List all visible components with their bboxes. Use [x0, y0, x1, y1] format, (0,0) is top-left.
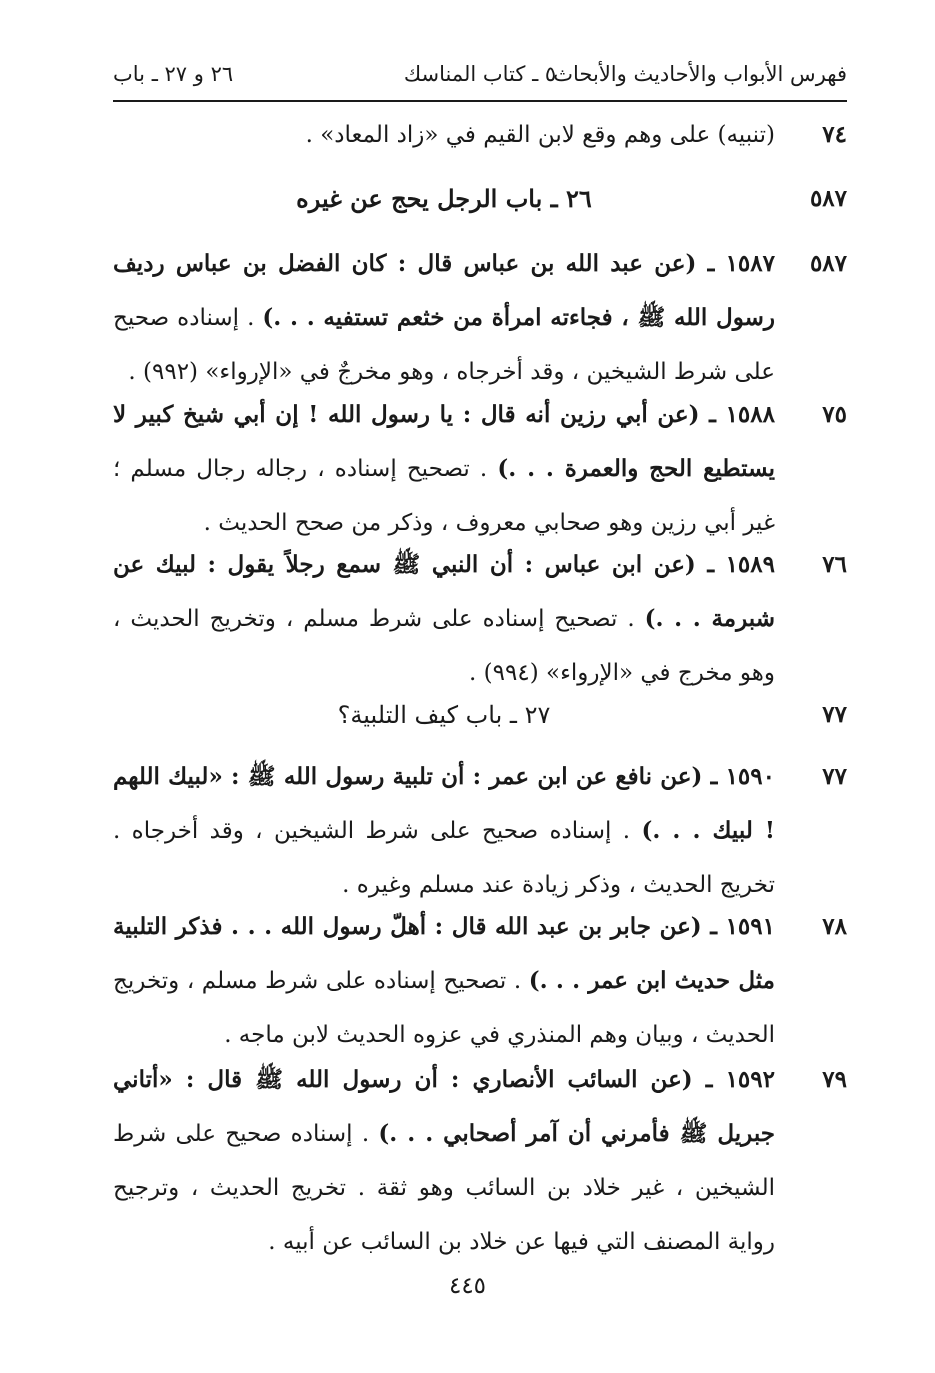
hadith-entry-1588 [113, 388, 847, 550]
hadith-entry-1589 [113, 538, 847, 700]
hadith-commentary: . إسناده صحيح على شرط الشيخين ، وقد أخرجاه ، وهو مخرجٌ في «الإرواء» (٩٩٢) . [113, 305, 775, 385]
header-index-title: فهرس الأبواب والأحاديث والأبحاث [553, 62, 847, 86]
hadith-entry-1590 [113, 750, 847, 912]
running-header [113, 58, 847, 102]
entry-text [113, 388, 775, 550]
entry-text [113, 237, 775, 399]
hadith-quote: ١٥٨٩ ـ (عن ابن عباس : أن النبي ﷺ سمع رجلاً يقول : لبيك عن شبرمة . . .) [113, 551, 775, 632]
hadith-quote: ١٥٨٧ ـ (عن عبد الله بن عباس قال : كان الفضل بن عباس رديف رسول الله ﷺ ، فجاءته امرأة من خثعم تستفيه . . .) [113, 250, 775, 331]
entry-page-number: ٥٨٧ [809, 185, 847, 212]
chapter-title: ٢٧ ـ باب كيف التلبية؟ [337, 701, 551, 729]
hadith-quote: ١٥٨٨ ـ (عن أبي رزين أنه قال : يا رسول الله ! إن أبي شيخ كبير لا يستطيع الحج والعمرة . . .) [113, 401, 775, 482]
hadith-entry-1587 [113, 237, 847, 399]
hadith-entry-1592 [113, 1053, 847, 1269]
chapter-title: ٢٦ ـ باب الرجل يحج عن غيره [296, 184, 592, 213]
entry-text [113, 538, 775, 700]
index-entry-note [113, 108, 847, 162]
hadith-quote: ١٥٩٢ ـ (عن السائب الأنصاري : أن رسول الله ﷺ قال : «أتاني جبريل ﷺ فأمرني أن آمر أصحابي . . .) [113, 1066, 775, 1147]
entry-page-number: ٧٧ [822, 701, 847, 728]
entry-page-number: ٧٤ [822, 121, 847, 148]
hadith-quote: ١٥٩٠ ـ (عن نافع عن ابن عمر : أن تلبية رسول الله ﷺ : «لبيك اللهم ! لبيك . . .) [113, 763, 775, 844]
page-number: ٤٤٥ [448, 1273, 487, 1299]
entry-page-number: ٧٧ [822, 763, 847, 790]
chapter-heading-26 [113, 172, 847, 226]
entry-page-number: ٥٨٧ [809, 250, 847, 277]
header-chapter-range: ٢٦ و ٢٧ ـ باب [113, 62, 234, 86]
entry-page-number: ٧٦ [822, 551, 847, 578]
entry-page-number: ٧٥ [822, 401, 847, 428]
chapter-heading-27 [113, 688, 847, 742]
hadith-commentary: . تصحيح إسناده على شرط مسلم ، وتخريج الحديث ، وبيان وهم المنذري في عزوه الحديث لابن ماجه . [113, 968, 775, 1048]
entry-text [113, 900, 775, 1062]
hadith-commentary: . تصحيح إسناده ، رجاله رجال مسلم ؛ غير أبي رزين وهو صحابي معروف ، وذكر من صحح الحديث . [113, 456, 775, 536]
entry-page-number: ٧٩ [822, 1066, 847, 1093]
hadith-entry-1591 [113, 900, 847, 1062]
header-book-title: ٥ ـ كتاب المناسك [403, 62, 557, 86]
hadith-commentary: . تصحيح إسناده على شرط مسلم ، وتخريج الحديث ، وهو مخرج في «الإرواء» (٩٩٤) . [113, 606, 775, 686]
hadith-commentary: . إسناده صحيح على شرط الشيخين ، غير خلاد بن السائب وهو ثقة . تخريج الحديث ، وترجيح رواية المصنف التي فيها عن خلاد بن السائب عن أبيه . [113, 1121, 775, 1255]
entry-text [113, 1053, 775, 1269]
entry-page-number: ٧٨ [822, 913, 847, 940]
entry-text: (تنبيه) على وهم وقع لابن القيم في «زاد المعاد» . [305, 122, 775, 148]
hadith-quote: ١٥٩١ ـ (عن جابر بن عبد الله قال : أهلّ رسول الله . . . فذكر التلبية مثل حديث ابن عمر . . .) [113, 913, 775, 994]
hadith-commentary: . إسناده صحيح على شرط الشيخين ، وقد أخرجاه . تخريج الحديث ، وذكر زيادة عند مسلم وغيره . [113, 818, 775, 898]
entry-text [113, 750, 775, 912]
